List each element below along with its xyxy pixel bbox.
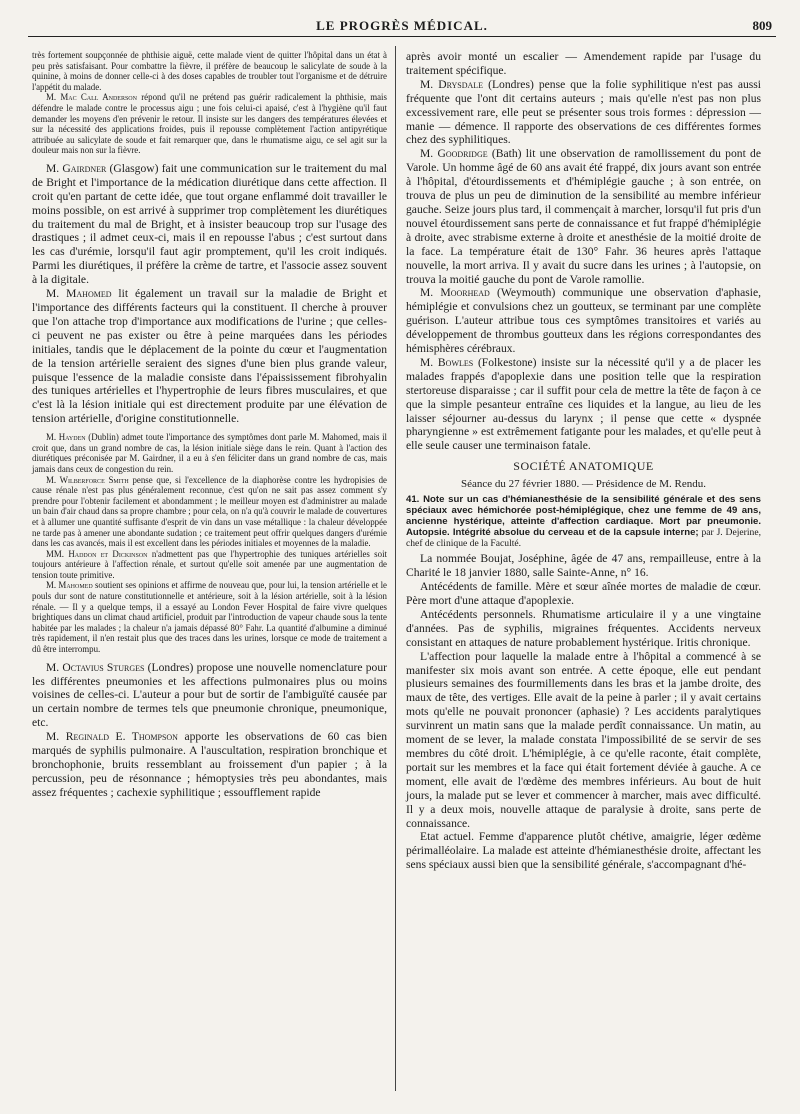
- observation-title: [406, 494, 761, 549]
- column-divider: [395, 46, 396, 1091]
- session-line: Séance du 27 février 1880. — Présidence de M. Rendu.: [461, 478, 706, 491]
- paragraph: très fortement soupçonnée de phthisie aiguë, cette malade vient de quitter l'hôpital dans un état à peu près satisfaisant. Pour combattre la fièvre, il préfère de beaucoup le salicylate de soude à la quinine, à moins de donner celle-ci à des doses capables de troubler tout l'organisme et de détruire l'appétit du malade.: [32, 50, 387, 92]
- paragraph: [32, 580, 387, 654]
- paragraph-text: apporte les observations de 60 cas bien marqués de syphilis pulmonaire. A l'auscultation, respiration bronchique et bronchophonie, bruits ressemblant au froissement d'un papier ; à la percussion, peu de résonnance ; hémoptysies très peu abondantes, mais assez fréquentes ; cachexie syphilitique ; essoufflement rapide: [32, 730, 388, 799]
- paragraph: Antécédents de famille. Mère et sœur aînée mortes de maladie de cœur. Père mort d'une attaque d'apoplexie.: [406, 580, 761, 607]
- speaker-name: M. Mahomed: [46, 580, 93, 591]
- left-column: [32, 50, 387, 800]
- paragraph-text: (Londres) pense que la folie syphilitique n'est pas aussi fréquente que l'ont dit certains auteurs ; mais qu'elle n'est pas non plus excessivement rare, elle peut se présenter sous trois formes : dépression — manie — démence. Il rapporte des observations de ces différentes formes chez des syphilitiques.: [406, 77, 762, 147]
- paragraph: [406, 356, 761, 453]
- header-rule: [28, 36, 776, 37]
- paragraph: Antécédents personnels. Rhumatisme articulaire il y a une vingtaine d'années. Pas de syphilis, migraines fréquentes. Accidents nerveux consistant en attaques de nature probablement hystérique. Iritis chronique.: [406, 607, 761, 649]
- running-header: [28, 14, 776, 36]
- paragraph-text: (Londres) propose une nouvelle nomenclature pour les différentes pneumonies et les affections pulmonaires plus ou moins voisines de celles-ci. L'auteur a pour but de sortir de l'ambiguïté causée par un certain nombre de termes tels que pneumonie chronique, pneumonique, etc.: [32, 660, 387, 730]
- speaker-name: M. Drysdale: [420, 77, 484, 91]
- paragraph-text: lit également un travail sur la maladie de Bright et l'importance des différents facteurs qui la constituent. Il cherche à prouver que l'on attache trop d'importance aux modifications de l'urine ; que celles-ci peuvent ne pas exister ou être à peine marquées dans les périodes initiales, tandis que le déplacement de la pointe du cœur et l'augmentation de la tension artérielle seraient des signes d'une bien plus grande valeur, puisque l'essence de la maladie consiste dans l'épaississement fibrohyalin des tuniques artérielles et l'hypertrophie de leurs fibres musculaires, et que c'est là la lésion initiale qui est directement produite par une élévation de tension artérielle, d'origine constitutionnelle.: [32, 287, 387, 426]
- paragraph: [32, 549, 387, 581]
- paragraph: [32, 162, 387, 287]
- section-heading: SOCIÉTÉ ANATOMIQUE: [513, 459, 654, 474]
- observation-author: par J. Dejerine, chef de clinique de la Faculté.: [406, 527, 761, 550]
- paragraph-text: (Dublin) admet toute l'importance des symptômes dont parle M. Mahomed, mais il croit que, dans un grand nombre de cas, la lésion initiale siège dans le rein. Quant à l'action des diurétiques préconisée par M. Gairdner, il a eu à s'en féliciter dans un grand nombre de cas, mais jamais dans ceux de congestion du rein.: [32, 432, 388, 474]
- paragraph: [32, 475, 387, 549]
- paragraph: [406, 147, 761, 286]
- speaker-name: M. Wilberforce Smith: [46, 474, 129, 485]
- paragraph-text: n'admettent pas que l'hypertrophie des tuniques artérielles soit toujours antérieure à l'affection rénale, et surtout qu'elle soit amenée par une augmentation de tension toute primitive.: [32, 548, 388, 580]
- paragraph-text: (Glasgow) fait une communication sur le traitement du mal de Bright et l'importance de la médication diurétique dans cette affection. Il croit qu'en partant de cette idée, que tout organe enflammé doit travailler le moins possible, on est arrivé à supprimer trop complètement les diurétiques du traitement du mal de Bright, et à insister beaucoup trop sur l'usage des drastiques ; il admet ceux-ci, mais il en repousse l'abus ; c'est surtout dans les cas d'urémie, lorsqu'il faut agir promptement, qu'il les croit indiqués. Parmi les diurétiques, il préfère la crème de tartre, et l'associe assez souvent à la digitale.: [32, 161, 387, 287]
- paragraph-text: répond qu'il ne prétend pas guérir radicalement la phthisie, mais défendre le malade contre le processus aigu ; une fois celui-ci apaisé, c'est à l'hygiène qu'il faut demander les moyens d'en prévenir le retour. Il insiste sur les dangers des températures élevées et sur la nécessité des applications froides, puis il repousse complètement l'action antipyrétique attribuée au salicylate de soude et fait remarquer que, dans le rhumatisme aigu, ce sel agit sur la douleur mais non sur la fièvre.: [32, 92, 387, 156]
- paragraph: L'affection pour laquelle la malade entre à l'hôpital a commencé à se manifester six mois avant son entrée. A cette époque, elle eut pendant plusieurs semaines des fourmillements dans les bras et la jambe droite, des maux de tête, des vertiges. Elle avait de la peine à parler ; il y avait certains mots qu'elle ne pouvait prononcer (aphasie) ? Les accidents paralytiques survinrent un matin sans que la malade perdît connaissance. Un matin, au moment de se lever, la malade constata l'impossibilité de se servir de ses membres du côté droit. L'hémiplégie, à ce qu'elle raconte, était complète, portait sur les membres et la face qui était fortement déviée à gauche. A ce moment, elle avait de l'œdème des membres inférieurs. Au bout de huit jours, la malade put se lever et commencer à marcher, mais avec difficulté. Il y a deux mois, nouvelle attaque de paralysie à droite, sans perte de connaissance.: [406, 649, 761, 830]
- paragraph: La nommée Boujat, Joséphine, âgée de 47 ans, rempailleuse, entre à la Charité le 18 janvier 1880, salle Sainte-Anne, n° 16.: [406, 552, 761, 580]
- journal-title: LE PROGRÈS MÉDICAL.: [316, 18, 488, 33]
- paragraph: Etat actuel. Femme d'apparence plutôt chétive, amaigrie, léger œdème périmalléolaire. La malade est atteinte d'hémianesthésie droite, affectant les sens spéciaux aussi bien que la sensibilité générale, s'accompagnant d'hé-: [406, 830, 761, 872]
- paragraph-text: (Bath) lit une observation de ramollissement du pont de Varole. Un homme âgé de 60 ans avait été frappé, dix jours avant son entrée à l'hôpital, d'étourdissements et d'hémiplégie gauche ; à son entrée, on trouva de plus un peu de diminution de la sensibilité au membre inférieur gauche. Seize jours plus tard, il commençait à marcher, lorsqu'il fut pris d'un nouvel étourdissement sans perte de connaissance et fut frappé d'hémiplégie à droite, avec strabisme externe à droite et anesthésie de la moitié droite de la face. La température était de 130° Fahr. 36 heures après l'attaque nouvelle, la mort arriva. Il y avait du sucre dans les urines ; à l'autopsie, on trouva la moitié gauche du pont de Varole ramollie.: [406, 147, 761, 286]
- paragraph-text: pense que, si l'excellence de la diaphorèse contre les hydropisies de cause rénale n'est pas plus généralement reconnue, c'est qu'on ne sait pas assez comment s'y prendre pour l'obtenir facilement et abondamment ; le meilleur moyen est d'administrer au malade un bain d'air chaud dans sa propre chambre ; pour cela, on n'a qu'à couvrir le malade de couvertures et à allumer une quantité suffisante d'esprit de vin dans un vase métallique : la chaleur développée ne tarde pas à amener une abondante sudation ; ce traitement peut offrir quelques dangers d'urémie dans les cas avancés, mais il est excellent dans les périodes initiales et moyennes de la maladie.: [32, 474, 387, 549]
- speaker-name: M. Moorhead: [420, 286, 490, 300]
- speaker-name: M. Mac Call Anderson: [46, 92, 137, 103]
- speaker-name: M. Bowles: [420, 355, 474, 369]
- paragraph: après avoir monté un escalier — Amendement rapide par l'usage du traitement spécifique.: [406, 50, 761, 77]
- speaker-name: MM. Haddon et Dickinson: [46, 548, 148, 559]
- paragraph-text: (Folkestone) insiste sur la nécessité qu'il y a de placer les malades frappés d'apoplexie dans une position telle que la respiration stertoreuse disparaisse ; car il suffit pour cela de mettre la tête de façon à ce que la simple pesanteur entraîne ces liquides et la langue, au lieu de les laisser séjourner au-dessus du larynx ; il pense que cette « dyspnée pharyngienne » est extrêmement fatigante pour les malades, et qu'elle peut à elle seule causer une terminaison fatale.: [406, 355, 761, 453]
- paragraph-text: (Weymouth) communique une observation d'aphasie, hémiplégie et convulsions chez un goutteux, se terminant par une complète guérison. L'auteur attribue tous ces symptômes transitoires et variés au développement de thrombus goutteux dans les régions correspondantes des hémisphères cérébraux.: [406, 286, 761, 356]
- observation-heading: 41. Note sur un cas d'hémianesthésie de la sensibilité générale et des sens spéciaux avec hémichorée post-hémiplégique, chez une femme de 49 ans, ancienne hystérique, atteinte d'affection cardiaque. Mort par pneumonie. Autopsie. Intégrité absolue du cerveau et de la capsule interne;: [406, 494, 761, 539]
- paragraph: [32, 287, 387, 426]
- paragraph: [32, 661, 387, 731]
- paragraph: [32, 92, 387, 156]
- right-column: [406, 50, 761, 872]
- paragraph: [406, 286, 761, 356]
- speaker-name: M. Goodridge: [420, 147, 488, 161]
- paragraph: [32, 730, 387, 800]
- page-number: 809: [752, 18, 772, 33]
- speaker-name: M. Gairdner: [46, 161, 107, 175]
- paragraph: [32, 432, 387, 474]
- speaker-name: M. Octavius Sturges: [46, 660, 145, 674]
- speaker-name: M. Hayden: [46, 432, 86, 443]
- speaker-name: M. Mahomed: [46, 287, 112, 301]
- paragraph: [406, 78, 761, 148]
- paragraph-text: soutient ses opinions et affirme de nouveau que, pour lui, la tension artérielle et le pouls dur sont de nature constitutionnelle et antérieure, soit à la lésion artérielle, soit à la lésion rénale. — Il y a quelque temps, il a essayé au London Fever Hospital de faire vivre quelques brightiques dans un climat chaud artificiel, produit par l'introduction de vapeur chaude sous la tente habitée par les malades ; la chaleur n'a jamais dépassé 80° Fahr. La quantité d'albumine a diminué très rapidement, il n'en restait plus que des traces dans les urines, lorsque ce mode de traitement a dû être interrompu.: [32, 580, 387, 655]
- speaker-name: M. Reginald E. Thompson: [46, 730, 178, 744]
